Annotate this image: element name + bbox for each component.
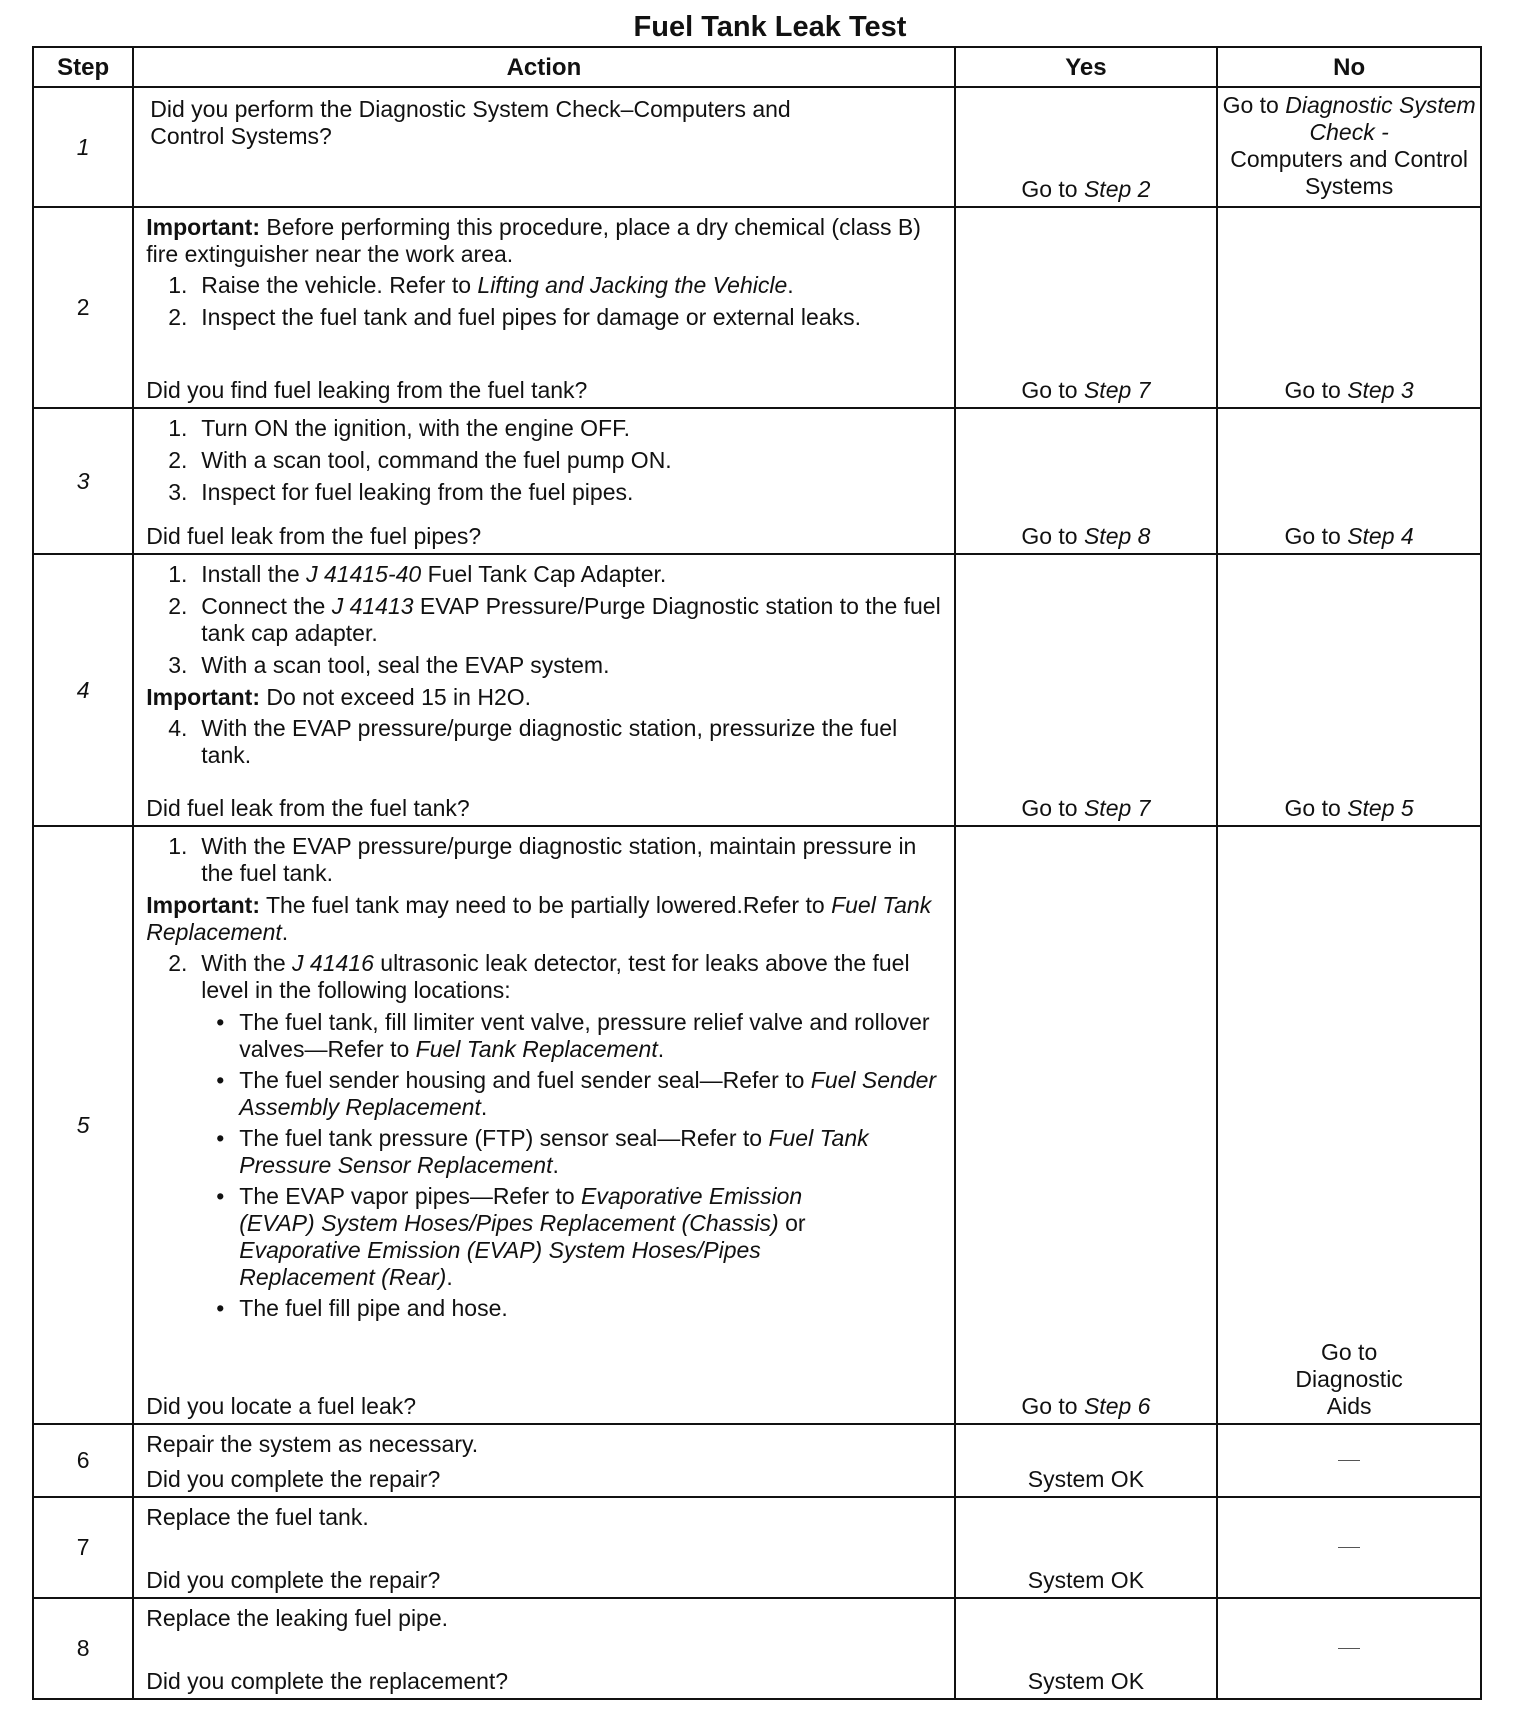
no-cell	[1217, 1497, 1481, 1598]
table-row-step-1	[33, 87, 1481, 207]
no-cell	[1217, 1598, 1481, 1699]
list-item: 1. Turn ON the ignition, with the engine OFF.	[168, 415, 630, 441]
action-cell	[133, 408, 954, 554]
list-item: 2. With a scan tool, command the fuel pump ON.	[168, 447, 672, 473]
table-row-step-2	[33, 207, 1481, 408]
action-cell	[133, 1497, 954, 1598]
action-line: Repair the system as necessary.	[146, 1431, 479, 1457]
no-cell: Go to Diagnostic Aids	[1217, 826, 1481, 1424]
table-row-step-7	[33, 1497, 1481, 1598]
step-ref: Step 3	[1347, 377, 1414, 403]
list-item: 4. With the EVAP pressure/purge diagnostic station, pressurize the fuel tank.	[168, 715, 898, 768]
table-row-step-5	[33, 826, 1481, 1424]
page-title: Fuel Tank Leak Test	[633, 11, 907, 43]
list-item: 2. Connect the J 41413 EVAP Pressure/Purge Diagnostic station to the fuel tank cap adapter.	[168, 593, 941, 646]
action-question: Did you complete the repair?	[146, 1567, 441, 1593]
bullet-item: • The fuel sender housing and fuel sender seal—Refer to Fuel Sender Assembly Replacement.	[216, 1067, 937, 1120]
yes-cell: Go to Step 8	[955, 408, 1218, 554]
diagnostic-table	[32, 46, 1482, 1700]
list-item: 2. With the J 41416 ultrasonic leak detector, test for leaks above the fuel level in the following locations:	[168, 950, 910, 1003]
no-cell: Go to Diagnostic System Check - Computers and Control Systems	[1217, 87, 1481, 207]
no-cell: Go to Step 3	[1217, 207, 1481, 408]
no-cell: Go to Step 4	[1217, 408, 1481, 554]
table-header-row	[33, 47, 1481, 87]
yes-cell: System OK	[955, 1424, 1218, 1497]
list-item: 2. Inspect the fuel tank and fuel pipes for damage or external leaks.	[168, 304, 861, 330]
action-cell	[133, 1598, 954, 1699]
header-yes: Yes	[955, 47, 1218, 87]
step-number: 8	[33, 1598, 133, 1699]
important-note: Important: Before performing this procedure, place a dry chemical (class B) fire extinguisher near the work area.	[146, 214, 921, 267]
action-question: Did you find fuel leaking from the fuel tank?	[146, 377, 588, 403]
action-question: Did fuel leak from the fuel pipes?	[146, 523, 482, 549]
table-row-step-8	[33, 1598, 1481, 1699]
step-number: 6	[33, 1424, 133, 1497]
action-line: Replace the fuel tank.	[146, 1504, 369, 1530]
list-item: 1. With the EVAP pressure/purge diagnostic station, maintain pressure in the fuel tank.	[168, 833, 917, 886]
step-number: 4	[33, 554, 133, 826]
bullet-item: • The EVAP vapor pipes—Refer to Evaporative Emission (EVAP) System Hoses/Pipes Replacement (Chassis) or Evaporative Emission (EVAP) System Hoses/Pipes Replacement (Rear).	[216, 1183, 806, 1290]
yes-cell: Go to Step 2	[955, 87, 1218, 207]
dash	[1338, 1648, 1360, 1649]
action-question: Did fuel leak from the fuel tank?	[146, 795, 470, 821]
action-cell	[133, 826, 954, 1424]
yes-cell: System OK	[955, 1497, 1218, 1598]
header-step: Step	[33, 47, 133, 87]
list-item: 3. With a scan tool, seal the EVAP system.	[168, 652, 610, 678]
bullet-item: • The fuel tank pressure (FTP) sensor seal—Refer to Fuel Tank Pressure Sensor Replacement.	[216, 1125, 869, 1178]
table-row-step-6	[33, 1424, 1481, 1497]
step-number: 1	[33, 87, 133, 207]
list-item: 1. Raise the vehicle. Refer to Lifting and Jacking the Vehicle.	[168, 272, 794, 298]
step-ref: Step 8	[1083, 523, 1151, 549]
action-question: Did you perform the Diagnostic System Check–Computers and Control Systems?	[150, 96, 791, 149]
bullet-item: • The fuel fill pipe and hose.	[216, 1295, 508, 1321]
yes-cell: System OK	[955, 1598, 1218, 1699]
step-ref: Step 7	[1083, 795, 1151, 821]
action-question: Did you locate a fuel leak?	[146, 1393, 417, 1419]
document-page	[32, 8, 1488, 1700]
step-ref: Step 6	[1083, 1393, 1151, 1419]
header-action: Action	[133, 47, 954, 87]
step-number: 3	[33, 408, 133, 554]
step-ref: Step 7	[1083, 377, 1151, 403]
step-number: 5	[33, 826, 133, 1424]
step-number: 7	[33, 1497, 133, 1598]
action-question: Did you complete the repair?	[146, 1466, 441, 1492]
yes-cell: Go to Step 7	[955, 554, 1218, 826]
procedure-ref: Diagnostic System Check -	[1285, 92, 1476, 145]
action-cell	[133, 87, 954, 207]
action-question: Did you complete the replacement?	[146, 1668, 509, 1694]
action-cell	[133, 207, 954, 408]
step-ref: Step 4	[1347, 523, 1414, 549]
step-number: 2	[33, 207, 133, 408]
no-cell	[1217, 1424, 1481, 1497]
important-note: Important: Do not exceed 15 in H2O.	[146, 684, 532, 710]
step-ref: Step 5	[1347, 795, 1414, 821]
action-cell	[133, 554, 954, 826]
step-ref: Step 2	[1083, 176, 1151, 202]
action-line: Replace the leaking fuel pipe.	[146, 1605, 449, 1631]
dash	[1338, 1460, 1360, 1461]
list-item: 3. Inspect for fuel leaking from the fuel pipes.	[168, 479, 634, 505]
header-no: No	[1217, 47, 1481, 87]
list-item: 1. Install the J 41415-40 Fuel Tank Cap Adapter.	[168, 561, 667, 587]
important-note: Important: The fuel tank may need to be partially lowered.Refer to Fuel Tank Replacement.	[146, 892, 932, 945]
bullet-item: • The fuel tank, fill limiter vent valve, pressure relief valve and rollover valves—Refer to Fuel Tank Replacement.	[216, 1009, 930, 1062]
action-cell	[133, 1424, 954, 1497]
table-row-step-4	[33, 554, 1481, 826]
table-row-step-3	[33, 408, 1481, 554]
dash	[1338, 1547, 1360, 1548]
no-cell: Go to Step 5	[1217, 554, 1481, 826]
yes-cell: Go to Step 6	[955, 826, 1218, 1424]
yes-cell: Go to Step 7	[955, 207, 1218, 408]
